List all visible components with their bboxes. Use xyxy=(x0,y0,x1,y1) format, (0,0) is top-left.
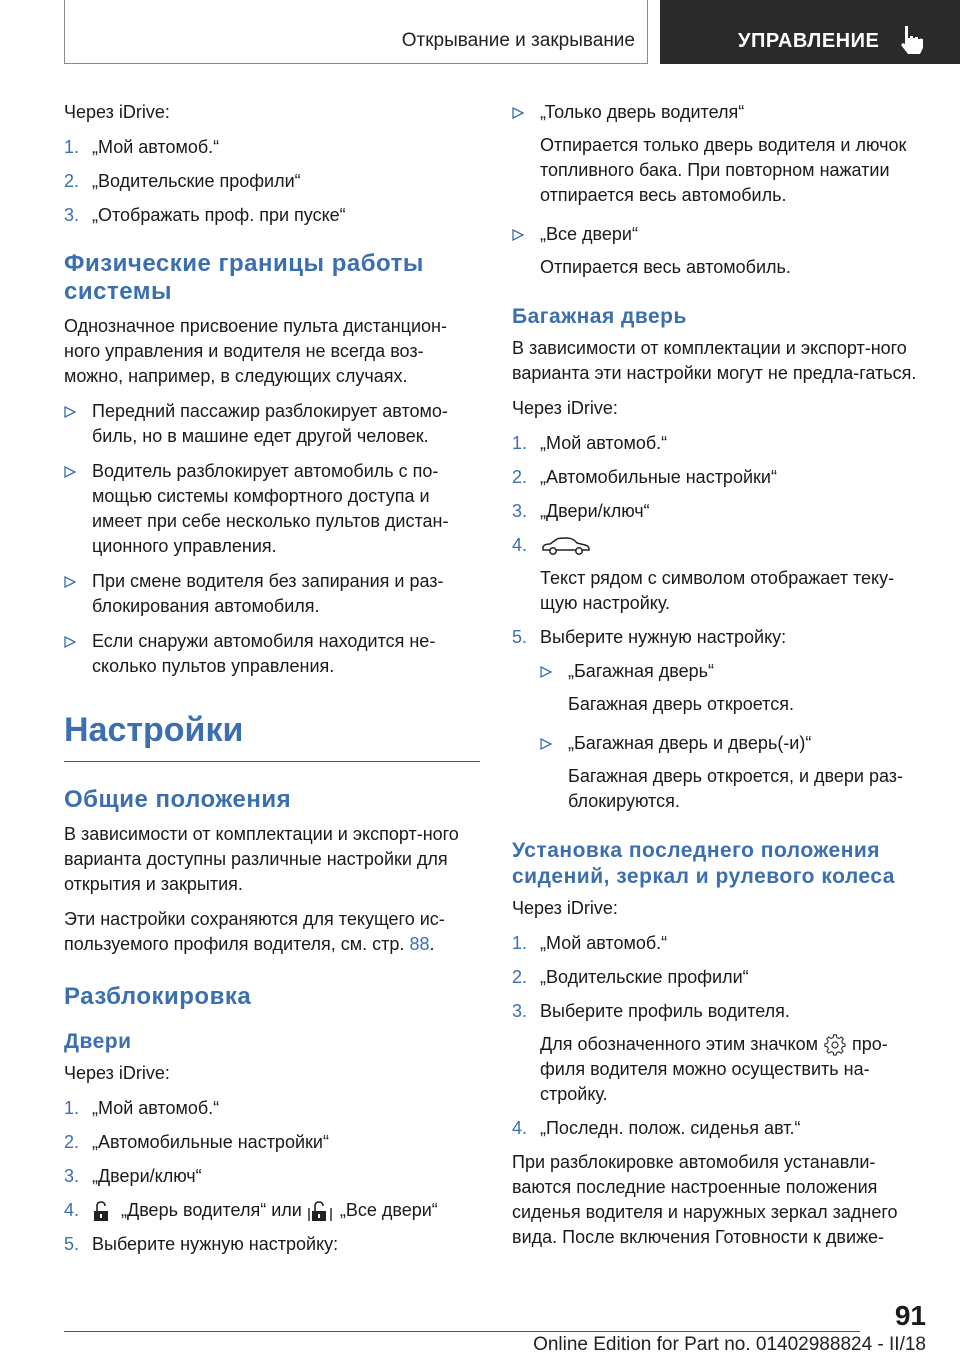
bullet-triangle-icon xyxy=(540,738,552,750)
car-icon xyxy=(540,535,592,557)
list-item: „Багажная дверь и дверь(-и)“ Багажная дверь откроется, и двери раз-блокируются. xyxy=(540,731,928,814)
heading-trunk: Багажная дверь xyxy=(512,305,687,328)
list-item: „Все двери“ Отпирается весь автомобиль. xyxy=(512,222,928,280)
list-item: 2. „Водительские профили“ xyxy=(64,171,301,191)
list-item: 4. Текст рядом с символом отображает теку-щую настройку. xyxy=(512,535,895,613)
left-column xyxy=(64,100,480,1266)
gear-settings-icon xyxy=(823,1033,847,1057)
heading-system-limits: Физические границы работы системы xyxy=(64,250,424,305)
list-item: Если снаружи автомобиля находится не-сколько пультов управления. xyxy=(64,629,480,679)
list-item: „Багажная дверь“ Багажная дверь откроется. xyxy=(540,659,928,717)
list-item: При смене водителя без запирания и раз-блокирования автомобиля. xyxy=(64,569,480,619)
idrive-label: Через iDrive: xyxy=(64,102,170,122)
bullet-triangle-icon xyxy=(64,466,76,478)
heading-unlock: Разблокировка xyxy=(64,983,252,1010)
list-item: 5. Выберите нужную настройку: xyxy=(64,1234,339,1254)
section-title: Открывание и закрывание xyxy=(401,30,635,51)
idrive-label: Через iDrive: xyxy=(512,898,618,918)
heading-doors: Двери xyxy=(64,1030,132,1053)
final-paragraph: При разблокировке автомобиля устанавли-ваются последние настроенные положения сиденья водителя и наружных зеркал заднего вида. После включения Готовности к движе- xyxy=(512,1152,898,1248)
chapter-title: УПРАВЛЕНИЕ xyxy=(738,30,880,52)
list-item: 1. „Мой автомоб.“ xyxy=(512,933,668,953)
list-item: 2. „Водительские профили“ xyxy=(512,967,749,987)
page-reference-link[interactable]: 88 xyxy=(409,934,430,954)
list-item: 3. „Отображать проф. при пуске“ xyxy=(64,205,346,225)
list-item: 3. „Двери/ключ“ xyxy=(64,1166,202,1186)
list-item: 2. „Автомобильные настройки“ xyxy=(512,467,777,487)
idrive-label: Через iDrive: xyxy=(512,398,618,418)
unlock-driver-door-icon xyxy=(92,1200,116,1222)
idrive-label: Через iDrive: xyxy=(64,1063,170,1083)
header-chapter-tab xyxy=(660,0,960,64)
footer-edition: Online Edition for Part no. 01402988824 - II/18 xyxy=(533,1334,926,1355)
bullet-triangle-icon xyxy=(540,666,552,678)
list-item: 4. „Дверь водителя“ или „Все двери“ xyxy=(64,1198,480,1223)
list-item: 2. „Автомобильные настройки“ xyxy=(64,1132,329,1152)
general-paragraph-2: Эти настройки сохраняются для текущего ис-пользуемого профиля водителя, см. стр. 88. xyxy=(64,909,445,954)
trunk-intro: В зависимости от комплектации и экспорт-ного варианта эти настройки могут не предла-гаться. xyxy=(512,338,917,383)
list-item: 3. „Двери/ключ“ xyxy=(512,501,650,521)
nested-options xyxy=(540,659,928,814)
list-item: „Только дверь водителя“ Отпирается только дверь водителя и лючок топливного бака. При повторном нажатии отпирается весь автомобиль. xyxy=(512,100,928,208)
bullet-triangle-icon xyxy=(512,107,524,119)
bullet-triangle-icon xyxy=(64,636,76,648)
list-item: 1. „Мой автомоб.“ xyxy=(64,137,220,157)
pointing-hand-icon xyxy=(896,24,926,56)
bullet-triangle-icon xyxy=(64,406,76,418)
list-item: 3. Выберите профиль водителя. Для обозначенного этим значком про-филя водителя можно осуществить на-стройку. xyxy=(512,1001,888,1105)
heading-memory: Установка последнего положения сидений, зеркал и рулевого колеса xyxy=(512,839,895,888)
bullet-triangle-icon xyxy=(512,229,524,241)
heading-general: Общие положения xyxy=(64,786,292,813)
header-section-tab xyxy=(64,0,648,64)
unlock-all-doors-icon xyxy=(307,1200,335,1222)
limits-intro: Однозначное присвоение пульта дистанцион-ного управления и водителя не всегда воз-можно, например, в следующих случаях. xyxy=(64,316,447,386)
right-column xyxy=(512,100,928,1260)
list-item: 1. „Мой автомоб.“ xyxy=(64,1098,220,1118)
list-item: 5. Выберите нужную настройку: xyxy=(512,627,787,647)
heading-settings: Настройки xyxy=(64,709,480,762)
page-number: 91 xyxy=(894,1300,926,1331)
list-item: Водитель разблокирует автомобиль с по-мощью системы комфортного доступа и имеет при себе несколько пультов дистан-ционного управления. xyxy=(64,459,480,559)
general-paragraph-1: В зависимости от комплектации и экспорт-ного варианта доступны различные настройки для открытия и закрытия. xyxy=(64,824,459,894)
bullet-triangle-icon xyxy=(64,576,76,588)
list-item: Передний пассажир разблокирует автомо-биль, но в машине едет другой человек. xyxy=(64,399,480,449)
footer-divider xyxy=(64,1331,860,1332)
list-item: 1. „Мой автомоб.“ xyxy=(512,433,668,453)
list-item: 4. „Последн. полож. сиденья авт.“ xyxy=(512,1118,801,1139)
